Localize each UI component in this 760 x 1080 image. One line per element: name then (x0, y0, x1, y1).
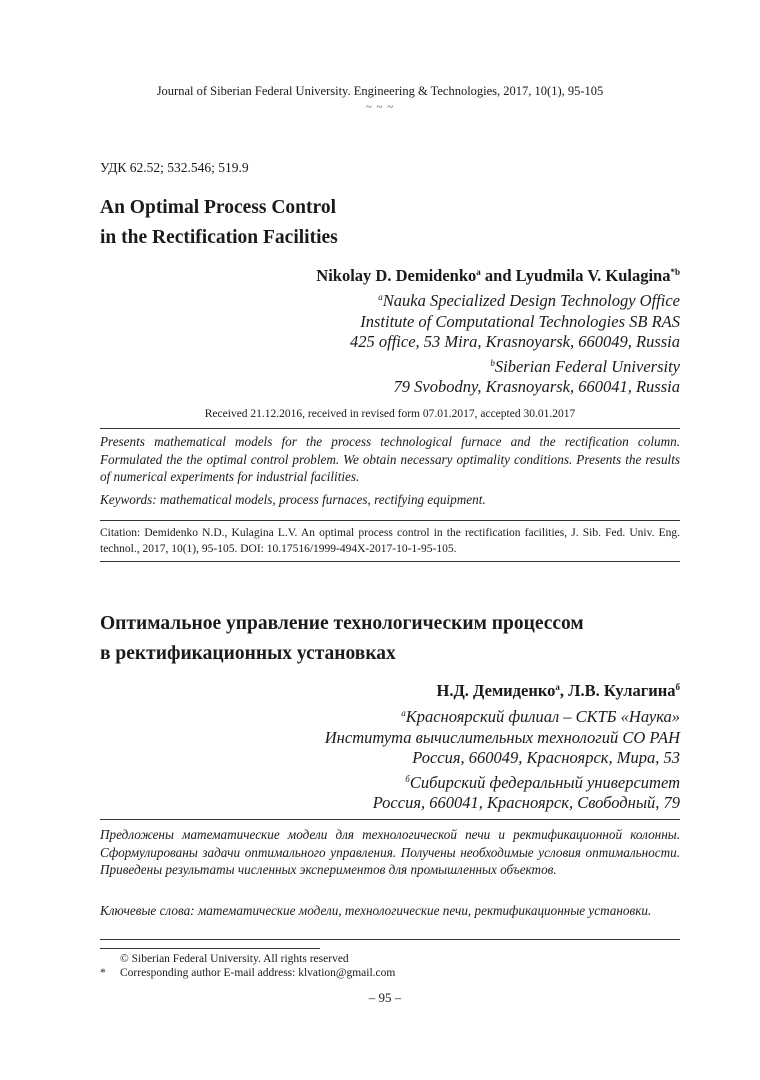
author1-ru: Н.Д. Демиденко (436, 681, 556, 700)
aff-a-ru-line3: Россия, 660049, Красноярск, Мира, 53 (412, 748, 680, 767)
footnote-corresponding (100, 966, 395, 980)
divider-citation-bottom (100, 561, 680, 562)
paper-title-en (100, 193, 660, 253)
authors-ru-sep: , (559, 681, 569, 700)
aff-a-en-line2: Institute of Computational Technologies SB RAS (360, 311, 680, 331)
aff-a-ru-line1: Красноярский филиал – СКТБ «Наука» (405, 707, 680, 726)
divider-keywords-ru-bottom (100, 939, 680, 940)
udk-code: УДК 62.52; 532.546; 519.9 (100, 160, 249, 175)
paper-title-ru (100, 609, 660, 669)
footnote-copyright (100, 952, 349, 966)
header-ornament: ~ ~ ~ (365, 101, 395, 113)
divider-abstract-top (100, 428, 680, 429)
copyright-text: © Siberian Federal University. All rights reserved (120, 953, 349, 965)
abstract-en: Presents mathematical models for the process technological furnace and the rectification column. Formulated the the optimal control problem. We obtain necessary optimality conditions. Presents the results of numerical experiments for industrial facilities. (100, 434, 680, 485)
aff-a-en-line1: Nauka Specialized Design Technology Office (382, 291, 680, 310)
keywords-en: Keywords: mathematical models, process furnaces, rectifying equipment. (100, 492, 486, 507)
aff-a-en-sup: a (378, 292, 383, 302)
aff-b-ru-line2: Россия, 660041, Красноярск, Свободный, 79 (372, 793, 680, 812)
affiliations-ru (325, 703, 680, 814)
corresponding-text: Corresponding author E-mail address: klvation@gmail.com (120, 967, 396, 979)
citation: Citation: Demidenko N.D., Kulagina L.V. An optimal process control in the rectification facilities, J. Sib. Fed. Univ. Eng. technol., 2017, 10(1), 95-105. DOI: 10.17516/1999-494X-2017-10-1-95-105. (100, 527, 680, 555)
author1-ru-sup: а (555, 682, 560, 692)
title-en-line1: An Optimal Process Control (100, 197, 336, 218)
received-dates: Received 21.12.2016, received in revised form 07.01.2017, accepted 30.01.2017 (204, 408, 576, 420)
page-number: – 95 – (368, 990, 402, 1005)
divider-citation-top (100, 520, 680, 521)
aff-b-en-sup: b (490, 357, 495, 368)
authors-en (316, 266, 680, 286)
aff-a-ru-sup: а (401, 708, 406, 718)
affiliations-en (350, 287, 680, 398)
aff-a-ru-line2: Института вычислительных технологий СО РАН (324, 727, 680, 747)
footnote-star: * (100, 967, 106, 979)
abstract-ru: Предложены математические модели для технологической печи и ректификационной колонны. Сформулированы задачи оптимального управления. Получены необходимые условия оптимальности. Приведены результаты численных экспериментов для промышленных объектов. (100, 827, 680, 878)
title-ru-line1: Оптимальное управление технологическим процессом (100, 613, 584, 634)
aff-b-en-line2: 79 Svobodny, Krasnoyarsk, 660041, Russia (393, 377, 680, 396)
authors-en-and: and (480, 266, 516, 285)
aff-b-ru-line1: Сибирский федеральный университет (409, 772, 680, 792)
keywords-ru: Ключевые слова: математические модели, технологические печи, ректификационные установки. (100, 903, 652, 918)
author2-ru-sup: б (675, 682, 680, 692)
aff-b-en-line1: Siberian Federal University (494, 356, 680, 376)
author2-en-sup: *b (670, 267, 680, 277)
journal-header: Journal of Siberian Federal University. Engineering & Technologies, 2017, 10(1), 95-105 (156, 84, 604, 98)
author2-ru: Л.В. Кулагина (568, 681, 676, 700)
authors-ru (437, 681, 681, 701)
aff-a-en-line3: 425 office, 53 Mira, Krasnoyarsk, 660049, Russia (350, 332, 680, 351)
footnote-divider (100, 948, 320, 949)
title-en-line2: in the Rectification Facilities (100, 227, 338, 248)
title-ru-line2: в ректификационных установках (100, 643, 396, 664)
author2-en: Lyudmila V. Kulagina (515, 266, 671, 285)
divider-abstract-ru-top (100, 819, 680, 820)
aff-b-ru-sup: б (405, 773, 410, 784)
author1-en-sup: a (476, 267, 481, 277)
author1-en: Nikolay D. Demidenko (316, 266, 477, 285)
